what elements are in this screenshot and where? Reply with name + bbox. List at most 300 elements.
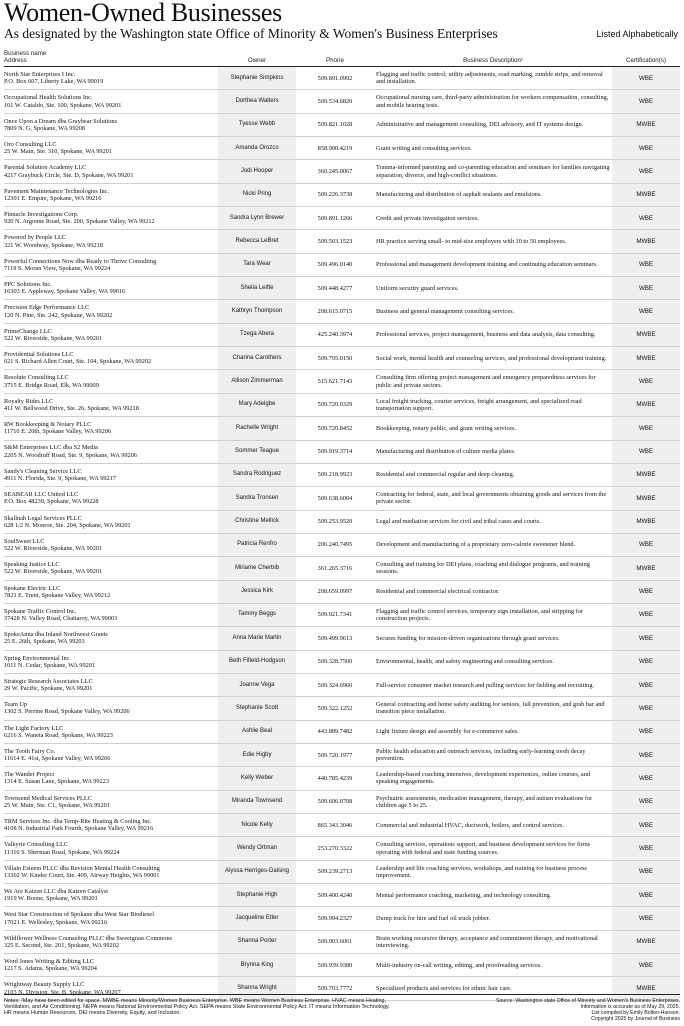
phone-number: 253.270.3322 [317, 844, 353, 852]
table-row [4, 114, 680, 137]
business-cell [4, 837, 216, 859]
table-row [4, 581, 680, 604]
certification: WBE [638, 448, 654, 456]
business-description: Flagging and traffic control, utility adjustments, road marking, rumble strips, and removal and installation. [376, 70, 603, 86]
business-cell [4, 300, 216, 322]
table-row [4, 67, 680, 90]
owner-name: Amanda Orozco [235, 144, 279, 151]
business-name: Villain Esteem PLLC dba Revision Mental Health Consulting [4, 864, 160, 872]
owner-name: Dorthea Walters [235, 97, 279, 104]
business-address: 13302 W. Kinder Court, Ste. 409, Airway Heights, WA 99001 [4, 871, 160, 879]
business-description: General contracting and home safety auditing for seniors, fall prevention, and grab bar and transition piece installation. [376, 701, 605, 716]
business-cell [4, 907, 216, 929]
column-header-name [4, 50, 214, 64]
owner-name: Jodi Hooper [240, 167, 274, 174]
certification: WBE [638, 681, 654, 689]
business-name: We Are Kaizen LLC dba Kaizen Catalyst [4, 888, 109, 895]
business-description: Professional services, project management, business and data analysis, data consulting. [376, 331, 596, 339]
certification: WBE [638, 541, 654, 549]
business-name: The Wander Project [4, 771, 55, 779]
table-row [4, 674, 680, 697]
business-table [4, 45, 680, 1001]
phone-number: 509.891.0992 [317, 74, 353, 82]
certification: MWBE [636, 518, 656, 526]
table-row [4, 534, 680, 557]
owner-name: Rebecca LeBret [235, 237, 279, 244]
business-description: Dump truck for hire and fuel oil truck jobber. [376, 914, 491, 922]
table-row [4, 861, 680, 884]
business-description: Occupational nursing care, third-party administration for workers compensation, consulting, and mobile hearing tests. [376, 94, 609, 109]
phone-number: 509.503.1523 [317, 237, 353, 245]
table-row [4, 417, 680, 440]
table-row [4, 277, 680, 300]
certification: WBE [638, 891, 654, 899]
business-description: Leadership-based coaching intensives, development experiences, online courses, and speaking engagements. [376, 771, 591, 786]
business-description: Manufacturing and distribution of asphalt sealants and emulsions. [376, 191, 542, 199]
business-description: Light fixture design and assembly for e-commerce sales. [376, 728, 519, 736]
owner-name: Tara Wear [243, 261, 271, 268]
phone-number: 208.659.0997 [317, 588, 353, 596]
table-body [4, 67, 680, 1001]
certification: WBE [638, 214, 654, 222]
business-cell [4, 557, 216, 579]
business-name: Skallnah Legal Services PLLC [4, 514, 82, 522]
table-row [4, 160, 680, 183]
phone-number: 509.324.6960 [317, 681, 353, 689]
table-row [4, 767, 680, 790]
table-row [4, 511, 680, 534]
certification: MWBE [636, 938, 656, 946]
certification: WBE [638, 728, 654, 736]
owner-name: Stephanie Scott [235, 704, 279, 711]
business-name: S&M Enterprises LLC dba S2 Media [4, 444, 98, 452]
business-address: 25 W. Main, Ste. 310, Spokane, WA 99201 [4, 148, 112, 156]
phone-number: 858.900.4219 [317, 144, 353, 152]
certification: WBE [638, 588, 654, 596]
owner-name: Joanne Vega [239, 681, 275, 688]
phone-number: 509.903.6061 [317, 938, 353, 946]
phone-number: 361.265.3716 [317, 564, 353, 572]
phone-number: 509.921.7341 [317, 611, 353, 619]
business-address: 29 W. Pacific, Spokane, WA 99201 [4, 685, 93, 693]
business-description: Consulting services, operations support, and business development services for firms operating with federal and state funding sources. [376, 841, 591, 856]
business-cell [4, 534, 216, 556]
phone-number: 515.621.7143 [317, 378, 353, 386]
owner-name: Kathryn Thompson [231, 308, 283, 314]
business-address: 16303 E. Appleway, Spokane Valley, WA 99016 [4, 288, 126, 296]
business-name: West Star Construction of Spokane dba West Star Biodiesel [4, 911, 154, 919]
phone-number: 509.253.9520 [317, 518, 353, 526]
business-name: Once Upon a Dream dba Graybear Solutions [4, 117, 117, 125]
business-name: Precision Edge Performance LLC [4, 304, 90, 312]
business-description: Consulting and training for DEI plans, coaching and dialogue programs, and training sessions. [376, 561, 590, 576]
business-description: Manufacturing and distribution of culture media plates. [376, 448, 516, 456]
business-name: Parental Solution Academy LLC [4, 164, 87, 172]
phone-number: 206.240.7495 [317, 541, 353, 549]
source-line: Source: Washington state Office of Minority and Women's Business Enterprises. [496, 998, 680, 1004]
business-name: RW Bookkeeping & Notary PLLC [4, 421, 92, 429]
business-description: Bookkeeping, notary public, and grant writing services. [376, 424, 517, 432]
business-cell [4, 767, 216, 789]
phone-number: 865.343.3046 [317, 821, 353, 829]
owner-name: Miriame Cherbib [234, 564, 279, 571]
certification: WBE [638, 914, 654, 922]
phone-number: 509.218.9923 [317, 471, 353, 479]
business-cell [4, 347, 216, 369]
owner-name: Shanna Porter [237, 938, 277, 945]
business-address: 325 E. Second, Ste. 201, Spokane, WA 99202 [4, 941, 119, 949]
certification: MWBE [636, 237, 656, 245]
owner-name: Stephanie Simpkins [230, 74, 284, 81]
business-address: 11710 E. 20th, Spokane Valley, WA 99206 [4, 428, 112, 436]
business-address: 7809 N. G, Spokane, WA 99208 [4, 124, 86, 132]
business-name: Spring Environmental Inc. [4, 654, 71, 662]
table-row [4, 814, 680, 837]
business-address: 7119 S. Moran View, Spokane, WA 99224 [4, 264, 111, 272]
phone-number: 509.400.4240 [317, 891, 353, 899]
certification: MWBE [636, 564, 656, 572]
owner-name: Shanna Wright [237, 984, 277, 991]
business-name: North Star Enterprises I Inc. [4, 70, 76, 78]
phone-number: 509.703.7772 [317, 984, 353, 992]
business-description: Grant writing and consulting services. [376, 144, 473, 152]
business-description: Brain working recursive therapy, acceptance and commitment therapy, and motivational interviewing. [376, 934, 598, 949]
owner-name: Sandra Lynn Brewer [229, 214, 285, 221]
certification: MWBE [636, 401, 656, 409]
owner-name: Wendy Ortman [236, 844, 278, 851]
page-header [4, 0, 680, 48]
business-cell [4, 324, 216, 346]
certification: MWBE [636, 121, 656, 129]
business-name: PrimeChange LLC [4, 327, 52, 335]
business-cell [4, 67, 216, 89]
business-cell [4, 814, 216, 836]
business-name: Pinnacle Investigations Corp. [4, 211, 79, 219]
business-cell [4, 861, 216, 883]
business-name: Sandy's Cleaning Service LLC [4, 467, 82, 475]
certification: MWBE [636, 331, 656, 339]
column-header-owner: Owner [247, 57, 267, 64]
business-name: TRM Services Inc. dba Temp-Rite Heating & Cooling Inc. [4, 817, 152, 825]
business-address: 321 W. Woodway, Spokane, WA 99218 [4, 241, 103, 249]
certification: WBE [638, 308, 654, 315]
business-address: 12301 E. Empire, Spokane, WA 99216 [4, 194, 102, 202]
business-cell [4, 114, 216, 136]
table-row [4, 837, 680, 860]
business-name: Strategic Research Associates LLC [4, 677, 93, 685]
business-description: Social work, mental health and counseling services, and professional development training. [376, 354, 607, 362]
table-row [4, 207, 680, 230]
certification: WBE [638, 798, 654, 806]
business-description: Specialized products and services for ethnic hair care. [376, 984, 512, 992]
business-description: HR practice serving small- to mid-size employers with 10 to 50 employees. [376, 237, 567, 245]
business-cell [4, 254, 216, 276]
owner-name: Jessica Kirk [240, 588, 273, 595]
phone-number: 509.322.1252 [317, 704, 353, 712]
owner-name: Christine Mellick [235, 518, 279, 525]
copyright-line: Copyright 2025 by Journal of Business [591, 1016, 680, 1022]
phone-number: 509.534.6820 [317, 97, 353, 105]
business-cell [4, 230, 216, 252]
certification: WBE [638, 751, 654, 759]
owner-name: Anna Marie Martin [232, 634, 282, 641]
owner-name: Ashlie Beal [241, 728, 273, 735]
phone-number: 360.245.0067 [317, 167, 353, 175]
page-title: Women-Owned Businesses [4, 0, 282, 27]
table-row [4, 370, 680, 393]
phone-number: 509.499.9613 [317, 634, 353, 642]
business-description: Flagging and traffic control services, temporary sign installation, and stripping for construction projects. [376, 607, 583, 623]
phone-number: 509.891.1266 [317, 214, 353, 222]
owner-name: Rachelle Wright [235, 424, 279, 431]
business-address: P.O. Box 607, Liberty Lake, WA 99019 [4, 78, 104, 86]
certification: MWBE [636, 191, 656, 199]
business-cell [4, 417, 216, 439]
owner-name: Jacqueline Etter [235, 914, 279, 921]
business-cell [4, 487, 216, 509]
owner-name: Brynna King [240, 961, 274, 968]
column-header-description: Business Description¹ [463, 57, 523, 64]
business-cell [4, 674, 216, 696]
owner-name: Tzega Abera [239, 331, 275, 338]
phone-number: 509.328.7500 [317, 658, 353, 666]
notes-text: Notes: ¹May have been edited for space. MWBE means Minority/Women Business Enterprise. WBE means Women Business Enterprise. HVAC means Heating, Ventilation, and Air Conditioning. NEPA means National Environmental Policy Act. SEPA means State Environmental Policy Act. IT means Information Technology. HR means Human Resources. DEI means Diversity, Equity, and Inclusion. [4, 998, 390, 1017]
table-row [4, 744, 680, 767]
certification: WBE [638, 144, 654, 152]
owner-name: Sandra Rodriguez [232, 471, 282, 478]
business-description: Legal and mediation services for civil and tribal cases and courts. [376, 518, 541, 526]
business-address: 6216 S. Waneta Road, Spokane, WA 99223 [4, 731, 113, 739]
certification: MWBE [636, 494, 656, 502]
business-description: Public health education and outreach services, including early-learning tooth decay prevention. [376, 747, 586, 763]
phone-number: 425.240.3974 [317, 331, 353, 339]
business-address: 2205 N. Woodruff Road, Ste. 9, Spokane, WA 99206 [4, 451, 137, 459]
table-header [4, 45, 680, 67]
owner-name: Sheila Leifte [240, 284, 274, 291]
business-address: 1302 S. Perrine Road, Spokane Valley, WA 99206 [4, 708, 130, 716]
business-description: Local freight trucking, courier services, freight arrangement, and specialized road transportation support. [376, 397, 582, 412]
certification: WBE [638, 704, 654, 712]
business-description: Environmental, health, and safety engineering and consulting services. [376, 658, 555, 666]
business-name: PPC Solutions Inc. [4, 281, 52, 289]
table-row [4, 487, 680, 510]
business-name: Resolute Consulting LLC [4, 374, 69, 382]
business-address: 1217 S. Adams, Spokane, WA 99204 [4, 965, 97, 973]
business-name: SpokeAnna dba Inland Northwest Grants [4, 631, 108, 639]
table-row [4, 230, 680, 253]
business-address: 11310 S. Sherman Road, Spokane, WA 99224 [4, 848, 120, 856]
business-address: 11614 E. 41st, Spokane Valley, WA 99206 [4, 755, 111, 763]
owner-name: Charina Carothers [232, 354, 282, 361]
phone-number: 509.994.2327 [317, 914, 353, 922]
business-description: Professional and management development training and continuing education seminars. [376, 261, 598, 269]
owner-name: Tyesse Webb [238, 121, 276, 128]
business-address: 25 E. 26th, Spokane, WA 99203 [4, 638, 85, 646]
phone-number: 509.720.0329 [317, 401, 353, 409]
business-address: 920 N. Argonne Road, Ste. 200, Spokane Valley, WA 99212 [4, 218, 155, 226]
business-description: Leadership and life coaching services, workshops, and training for business process improvement. [376, 864, 587, 879]
certification: MWBE [636, 984, 656, 992]
business-cell [4, 744, 216, 766]
business-address: 522 W. Riverside, Spokane, WA 99201 [4, 568, 103, 576]
owner-name: Edie Higby [242, 751, 272, 758]
business-address: 522 W. Riverside, Spokane, WA 99201 [4, 545, 103, 553]
business-address: 1011 N. Cedar, Spokane, WA 99201 [4, 661, 96, 669]
business-address: 3715 E. Bridge Road, Elk, WA 99009 [4, 381, 99, 389]
business-address: 2103 N. Division, Ste. B, Spokane, WA 99207 [4, 988, 121, 996]
business-cell [4, 954, 216, 976]
owner-name: Miranda Townsend [231, 798, 283, 805]
business-address: 522 W. Riverside, Spokane, WA 99201 [4, 334, 103, 342]
phone-number: 509.606.0708 [317, 798, 353, 806]
phone-number: 509.638.6004 [317, 494, 353, 502]
business-name: The Tooth Fairy Co. [4, 747, 56, 755]
certification: WBE [638, 821, 654, 829]
sort-note: Listed Alphabetically [596, 29, 678, 39]
business-address: 17021 E. Wellesley, Spokane, WA 99216 [4, 918, 108, 926]
business-address: 7821 E. Trent, Spokane Valley, WA 99212 [4, 591, 111, 599]
business-address: 4108 N. Industrial Park Fourth, Spokane Valley, WA 99216 [4, 825, 154, 833]
certification: WBE [638, 611, 654, 619]
table-row [4, 557, 680, 580]
business-description: Consulting firm offering project management and emergency preparedness services for public and private sectors. [376, 374, 596, 389]
business-address: 1919 W. Boone, Spokane, WA 99201 [4, 895, 98, 903]
business-description: Credit and private investigation services. [376, 214, 479, 222]
business-cell [4, 464, 216, 486]
business-name: Wildflower Wellness Counseling PLLC dba Sweetgrass Commons [4, 934, 173, 942]
certification: MWBE [636, 471, 656, 479]
column-header-certification: Certification(s) [626, 57, 666, 64]
table-row [4, 697, 680, 720]
phone-number: 509.821.1028 [317, 121, 353, 129]
page-subtitle: As designated by the Washington state Office of Minority & Women's Business Enterprises [4, 26, 498, 41]
phone-number: 443.889.7482 [317, 728, 353, 736]
business-name: Powerful Connections Now dba Ready to Thrive Consulting [4, 257, 157, 265]
business-cell [4, 791, 216, 813]
table-row [4, 954, 680, 977]
footnotes [4, 994, 680, 1024]
business-cell [4, 277, 216, 299]
business-name: Powered by People LLC [4, 234, 67, 242]
owner-name: Nicole Kelly [241, 821, 273, 828]
business-address: 37428 N. Valley Road, Chattaroy, WA 99003 [4, 615, 118, 623]
business-cell [4, 627, 216, 649]
phone-number: 509.720.8452 [317, 424, 353, 432]
table-row [4, 324, 680, 347]
table-row [4, 90, 680, 113]
certification: MWBE [636, 354, 656, 362]
business-description: Trauma-informed parenting and co-parenting education and seminars for families navigating separation, divorce, and high-conflict situations. [376, 164, 610, 179]
owner-name: Mary Adelgbe [238, 401, 276, 408]
owner-name: Beth Fifield-Hodgson [228, 658, 286, 665]
certification: WBE [638, 774, 654, 782]
table-row [4, 184, 680, 207]
compiled-line: List compiled by Emily Bolton-Hanson. [591, 1010, 680, 1016]
owner-name: Tammy Beggs [237, 611, 276, 618]
business-cell [4, 721, 216, 743]
business-cell [4, 160, 216, 182]
business-address: 4911 N. Florida, Ste. 9, Spokane, WA 99217 [4, 475, 116, 483]
business-address: 101 W. Cataldo, Ste. 100, Spokane, WA 99201 [4, 101, 122, 109]
phone-number: 509.226.3738 [317, 191, 353, 199]
phone-number: 509.496.0140 [317, 261, 353, 269]
business-name: Occupational Health Solutions Inc. [4, 94, 93, 102]
table-row [4, 604, 680, 627]
phone-number: 440.785.4239 [317, 774, 353, 782]
column-header-business-name: Business name [4, 50, 47, 57]
certification: WBE [638, 961, 654, 969]
certification: WBE [638, 424, 654, 432]
business-name: Oro Consulting LLC [4, 141, 57, 148]
business-cell [4, 604, 216, 626]
business-description: Development and manufacturing of a proprietary zero-calorie sweetener blend. [376, 541, 576, 549]
owner-name: Sandra Tronsen [235, 494, 279, 501]
business-name: Providential Solutions LLC [4, 351, 74, 359]
certification: WBE [638, 74, 654, 82]
business-description: Full-service consumer market research and polling services for fielding and recruiting. [376, 681, 595, 689]
business-name: SEABEAR LLC United LLC [4, 491, 79, 499]
business-cell [4, 931, 216, 953]
table-row [4, 721, 680, 744]
table-row [4, 137, 680, 160]
certification: WBE [638, 378, 654, 386]
business-name: Spokane Electric LLC [4, 584, 61, 592]
business-description: Residential and commercial regular and deep cleaning. [376, 471, 515, 479]
business-cell [4, 511, 216, 533]
business-name: Valkyrie Consulting LLC [4, 841, 69, 849]
business-description: Secures funding for mission-driven organizations through grant services. [376, 634, 560, 642]
certification: WBE [638, 97, 654, 105]
certification: WBE [638, 844, 654, 852]
certification: WBE [638, 658, 654, 666]
business-address: P.O. Box 48239, Spokane, WA 99228 [4, 498, 99, 506]
owner-name: Allison Zimmerman [231, 378, 283, 385]
business-cell [4, 370, 216, 392]
business-cell [4, 184, 216, 206]
phone-number: 208.615.0715 [317, 308, 353, 315]
phone-number: 509.720.1977 [317, 751, 353, 759]
business-cell [4, 651, 216, 673]
certification: WBE [638, 868, 654, 876]
source-credits [410, 998, 680, 1022]
phone-number: 509.448.4277 [317, 284, 353, 292]
business-description: Business and general management consulting services. [376, 308, 515, 315]
owner-name: Patricia Renfro [237, 541, 277, 548]
business-cell [4, 697, 216, 719]
business-address: 1314 E. Susan Lane, Spokane, WA 99223 [4, 778, 109, 786]
business-description: Mental performance coaching, marketing, and technology consulting. [376, 891, 552, 899]
accuracy-line: Information is accurate as of May 29, 2025. [580, 1004, 680, 1010]
business-description: Psychiatric assessments, medication management, therapy, and autism evaluations for children age 5 to 25. [376, 794, 593, 809]
business-description: Multi-industry on-call writing, editing, and proofreading services. [376, 961, 542, 969]
business-name: Spokane Traffic Control Inc. [4, 607, 77, 615]
business-name: The Light Factory LLC [4, 724, 64, 732]
business-name: Word Jones Writing & Editing LLC [4, 958, 95, 966]
business-description: Contracting for federal, state, and local governments obtaining goods and services from the private sector. [376, 491, 607, 506]
business-cell [4, 441, 216, 463]
business-name: Team Up [4, 701, 28, 709]
business-description: Uniform security guard services. [376, 284, 459, 292]
owner-name: Sommer Teague [235, 448, 279, 455]
table-row [4, 254, 680, 277]
table-row [4, 441, 680, 464]
business-cell [4, 581, 216, 603]
certification: WBE [638, 284, 654, 292]
business-name: Speaking Justice LLC [4, 561, 60, 569]
phone-number: 509.795.0150 [317, 354, 353, 362]
table-row [4, 884, 680, 907]
table-row [4, 907, 680, 930]
